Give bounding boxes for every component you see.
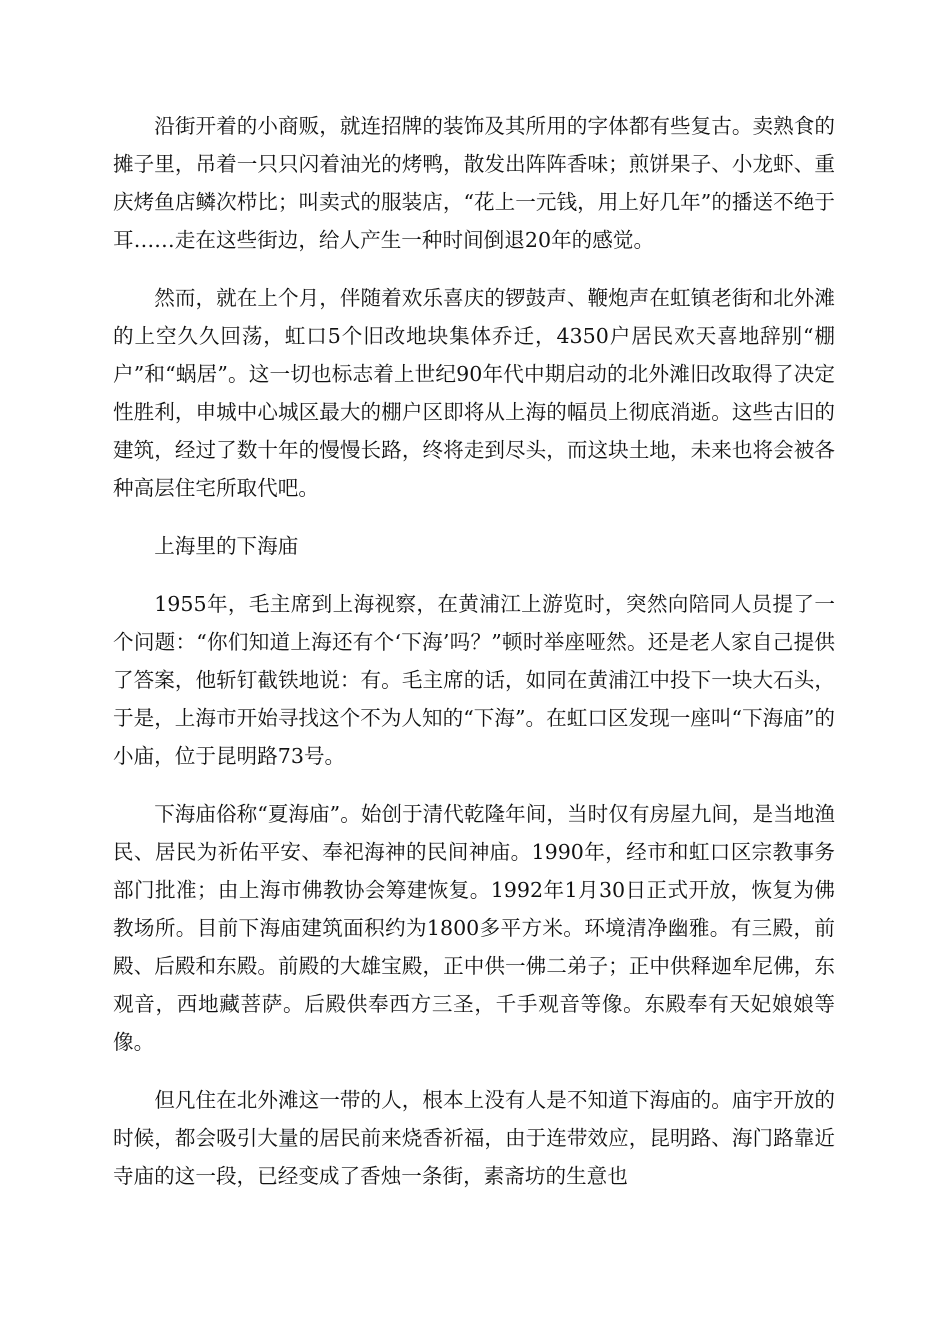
paragraph-xiahai-temple: 下海庙俗称“夏海庙”。始创于清代乾隆年间，当时仅有房屋九间，是当地渔民、居民为祈佑平安、奉祀海神的民间神庙。1990年，经市和虹口区宗教事务部门批准；由上海市佛教协会筹建恢复。1992年1月30日正式开放，恢复为佛教场所。目前下海庙建筑面积约为1800多平方米。环境清净幽雅。有三殿，前殿、后殿和东殿。前殿的大雄宝殿，正中供一佛二弟子；正中供释迦牟尼佛，东观音，西地藏菩萨。后殿供奉西方三圣，千手观音等像。东殿奉有天妃娘娘等像。 bbox=[113, 802, 835, 1054]
section-heading: 上海里的下海庙 bbox=[154, 534, 299, 558]
paragraph-relocation: 然而，就在上个月，伴随着欢乐喜庆的锣鼓声、鞭炮声在虹镇老街和北外滩的上空久久回荡，虹口5个旧改地块集体乔迁，4350户居民欢天喜地辞别“棚户”和“蜗居”。这一切也标志着上世纪90年代中期启动的北外滩旧改取得了决定性胜利，申城中心城区最大的棚户区即将从上海的幅员上彻底消逝。这些古旧的建筑，经过了数十年的慢慢长路，终将走到尽头，而这块土地，未来也将会被各种高层住宅所取代吧。 bbox=[113, 286, 835, 500]
document-body bbox=[113, 107, 835, 1215]
paragraph-street-vendors: 沿街开着的小商贩，就连招牌的装饰及其所用的字体都有些复古。卖熟食的摊子里，吊着一只只闪着油光的烤鸭，散发出阵阵香味；煎饼果子、小龙虾、重庆烤鱼店鳞次栉比；叫卖式的服装店，“花上一元钱，用上好几年”的播送不绝于耳……走在这些街边，给人产生一种时间倒退20年的感觉。 bbox=[113, 114, 835, 252]
paragraph-chairman-mao: 1955年，毛主席到上海视察，在黄浦江上游览时，突然向陪同人员提了一个问题：“你们知道上海还有个‘下海’吗？”顿时举座哑然。还是老人家自己提供了答案，他斩钉截铁地说：有。毛主席的话，如同在黄浦江中投下一块大石头，于是，上海市开始寻找这个不为人知的“下海”。在虹口区发现一座叫“下海庙”的小庙，位于昆明路73号。 bbox=[113, 592, 835, 768]
paragraph-residents: 但凡住在北外滩这一带的人，根本上没有人是不知道下海庙的。庙宇开放的时候，都会吸引大量的居民前来烧香祈福，由于连带效应，昆明路、海门路靠近寺庙的这一段，已经变成了香烛一条街，素斋坊的生意也 bbox=[113, 1088, 835, 1188]
